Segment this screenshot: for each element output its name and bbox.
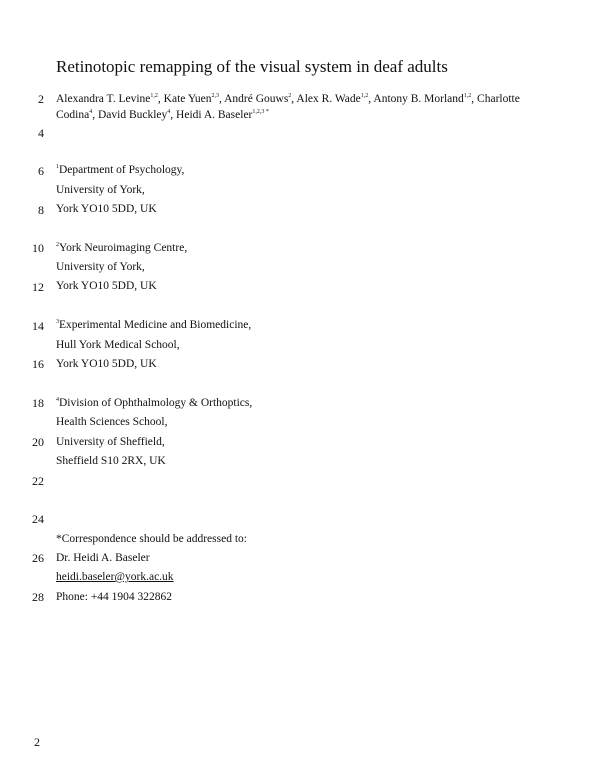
affiliation-2-line-3: York YO10 5DD, UK bbox=[56, 280, 157, 292]
affiliation-1-line-3: York YO10 5DD, UK bbox=[56, 203, 157, 215]
affiliation-marker: 1,2 bbox=[360, 93, 369, 99]
affiliation-2-line-1: $^2$York Neuroimaging Centre, bbox=[56, 242, 188, 254]
line-number: 6 bbox=[38, 164, 44, 178]
author: Charlotte Codina$^4$, bbox=[56, 93, 520, 121]
line-number: 18 bbox=[32, 396, 44, 410]
author: Kate Yuen$^{2,3}$, bbox=[163, 93, 225, 105]
affiliation-4-line-4: Sheffield S10 2RX, UK bbox=[56, 455, 166, 467]
author: André Gouws$^2$, bbox=[224, 93, 297, 105]
page-number: 2 bbox=[34, 735, 40, 749]
line-number: 26 bbox=[32, 551, 44, 565]
author-list bbox=[56, 91, 556, 123]
affiliation-marker: 4 bbox=[167, 109, 171, 115]
author: David Buckley$^4$, bbox=[97, 109, 177, 121]
line-number: 14 bbox=[32, 319, 44, 333]
line-number: 16 bbox=[32, 357, 44, 371]
author: Alexandra T. Levine$^{1,2}$, bbox=[56, 93, 164, 105]
affiliation-1-line-1: $^1$Department of Psychology, bbox=[56, 164, 185, 176]
line-number: 28 bbox=[32, 590, 44, 604]
affiliation-1-line-2: University of York, bbox=[56, 184, 145, 196]
paper-title: Retinotopic remapping of the visual system in deaf adults bbox=[56, 57, 448, 76]
affiliation-3-line-2: Hull York Medical School, bbox=[56, 339, 180, 351]
correspondence-phone: Phone: +44 1904 322862 bbox=[56, 591, 173, 603]
line-number: 22 bbox=[32, 474, 44, 488]
affiliation-4-line-3: University of Sheffield, bbox=[56, 436, 165, 448]
correspondence-heading: *Correspondence should be addressed to: bbox=[56, 533, 247, 545]
author: Antony B. Morland$^{1,2}$, bbox=[373, 93, 478, 105]
affiliation-marker: 1,2 bbox=[463, 93, 472, 99]
correspondence-name: Dr. Heidi A. Baseler bbox=[56, 552, 150, 564]
affiliation-4-line-2: Health Sciences School, bbox=[56, 416, 168, 428]
line-number: 24 bbox=[32, 512, 44, 526]
affiliation-marker: 4 bbox=[89, 109, 93, 115]
line-number: 12 bbox=[32, 280, 44, 294]
affiliation-2-line-2: University of York, bbox=[56, 261, 145, 273]
line-number: 20 bbox=[32, 435, 44, 449]
affiliation-marker: 2 bbox=[288, 93, 292, 99]
affiliation-3-line-3: York YO10 5DD, UK bbox=[56, 358, 157, 370]
affiliation-3-line-1: $^3$Experimental Medicine and Biomedicine, bbox=[56, 319, 252, 331]
line-number: 8 bbox=[38, 203, 44, 217]
author: Alex R. Wade$^{1,2}$, bbox=[296, 93, 374, 105]
line-number: 4 bbox=[38, 126, 44, 140]
correspondence-email-link[interactable]: heidi.baseler@york.ac.uk bbox=[56, 571, 174, 583]
line-number: 2 bbox=[38, 92, 44, 106]
line-number: 10 bbox=[32, 241, 44, 255]
affiliation-marker: 2,3 bbox=[211, 93, 219, 99]
affiliation-marker: 1,2,3 * bbox=[252, 109, 269, 115]
affiliation-4-line-1: $^4$Division of Ophthalmology & Orthoptics, bbox=[56, 397, 253, 409]
author: Heidi A. Baseler$^{1,2,3 *}$ bbox=[176, 109, 269, 121]
affiliation-marker: 1,2 bbox=[150, 93, 158, 99]
